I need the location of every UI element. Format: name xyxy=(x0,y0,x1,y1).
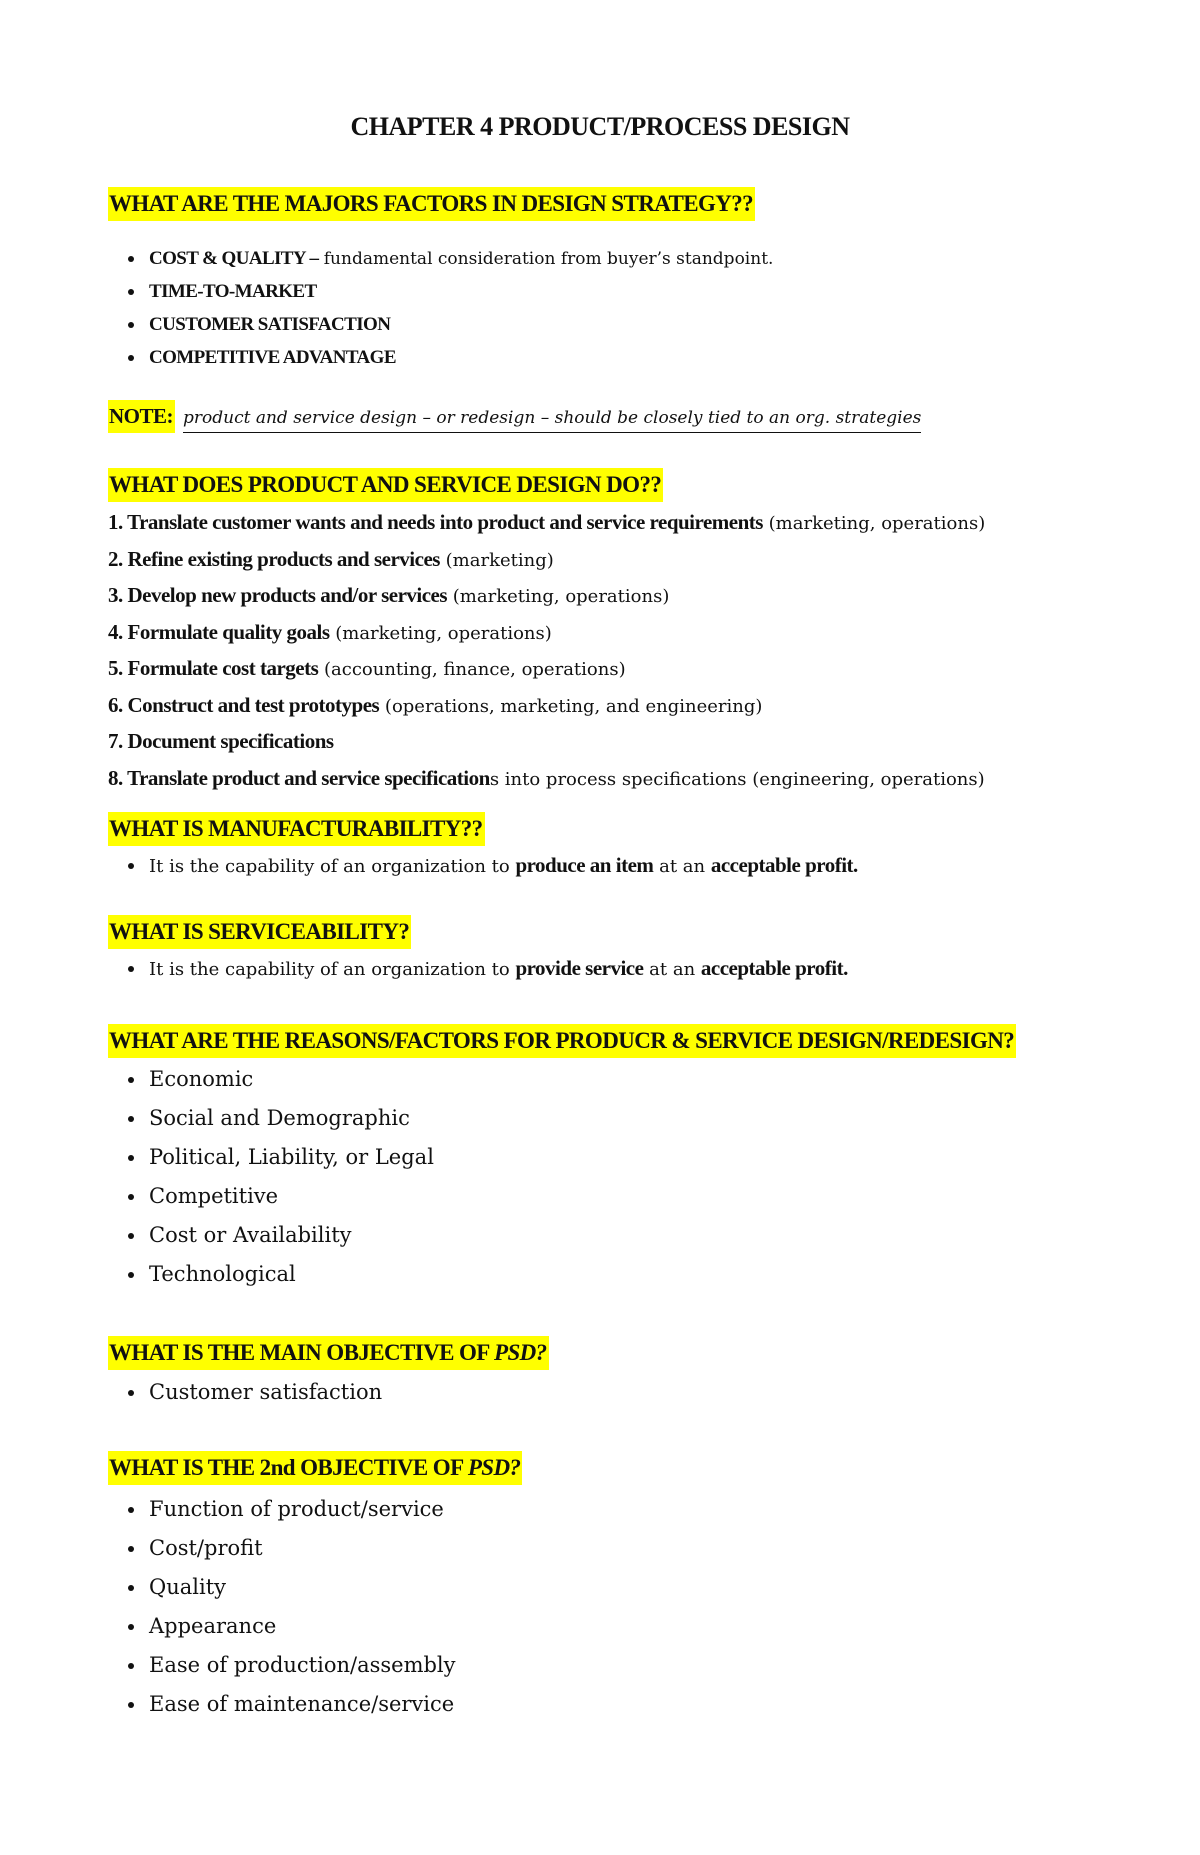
list-item: Customer satisfaction xyxy=(128,1373,382,1412)
list-item: 2. Refine existing products and services (marketing) xyxy=(108,546,554,571)
design-do-list xyxy=(108,505,985,797)
heading-design-do xyxy=(108,473,663,496)
design-strategy-list xyxy=(128,242,773,374)
list-item: Ease of production/assembly xyxy=(128,1646,456,1685)
note-text: product and service design – or redesign – should be closely tied to an org. strategies xyxy=(183,408,921,433)
list-item: Cost/profit xyxy=(128,1529,456,1568)
heading-highlight: WHAT IS THE 2nd OBJECTIVE OF PSD? xyxy=(108,1451,522,1485)
heading-manufacturability xyxy=(108,817,485,840)
list-item: TIME-TO-MARKET xyxy=(128,275,773,308)
heading-main-objective xyxy=(108,1341,549,1364)
heading-highlight: WHAT IS MANUFACTURABILITY?? xyxy=(108,812,485,846)
heading-highlight: WHAT ARE THE REASONS/FACTORS FOR PRODUCR & SERVICE DESIGN/REDESIGN? xyxy=(108,1024,1016,1058)
heading-highlight: WHAT IS THE MAIN OBJECTIVE OF PSD? xyxy=(108,1336,549,1370)
list-item: Technological xyxy=(128,1255,434,1294)
note xyxy=(108,404,921,429)
serviceability-list xyxy=(128,952,848,986)
heading-highlight: WHAT ARE THE MAJORS FACTORS IN DESIGN STRATEGY?? xyxy=(108,187,755,221)
heading-highlight: WHAT DOES PRODUCT AND SERVICE DESIGN DO?? xyxy=(108,468,663,502)
list-item: 1. Translate customer wants and needs into product and service requirements (marketing, operations) xyxy=(108,510,986,534)
list-item: COST & QUALITY – fundamental consideration from buyer’s standpoint. xyxy=(128,242,773,275)
main-objective-list xyxy=(128,1373,382,1412)
heading-design-reasons xyxy=(108,1029,1016,1052)
list-item: 5. Formulate cost targets (accounting, finance, operations) xyxy=(108,656,626,680)
list-item: 4. Formulate quality goals (marketing, operations) xyxy=(108,619,552,644)
list-item: 6. Construct and test prototypes (operations, marketing, and engineering) xyxy=(108,692,763,717)
heading-serviceability xyxy=(108,920,411,943)
list-item: It is the capability of an organization to produce an item at an acceptable profit. xyxy=(128,849,858,883)
list-item: COMPETITIVE ADVANTAGE xyxy=(128,341,773,374)
heading-design-strategy xyxy=(108,192,755,215)
list-item: 8. Translate product and service specifications into process specifications (engineering, operations) xyxy=(108,765,985,790)
list-item: Competitive xyxy=(128,1177,434,1216)
note-label: NOTE: xyxy=(108,400,175,433)
second-objective-list xyxy=(128,1490,456,1724)
list-item: Political, Liability, or Legal xyxy=(128,1138,434,1177)
list-item: Ease of maintenance/service xyxy=(128,1685,456,1724)
list-item: CUSTOMER SATISFACTION xyxy=(128,308,773,341)
list-item: Appearance xyxy=(128,1607,456,1646)
heading-second-objective xyxy=(108,1456,522,1479)
list-item: Quality xyxy=(128,1568,456,1607)
list-item: It is the capability of an organization to provide service at an acceptable profit. xyxy=(128,952,848,986)
heading-highlight: WHAT IS SERVICEABILITY? xyxy=(108,915,411,949)
list-item: Function of product/service xyxy=(128,1490,456,1529)
list-item: 7. Document specifications xyxy=(108,729,334,753)
manufacturability-list xyxy=(128,849,858,883)
list-item: Economic xyxy=(128,1060,434,1099)
list-item: Cost or Availability xyxy=(128,1216,434,1255)
list-item: 3. Develop new products and/or services (marketing, operations) xyxy=(108,583,670,607)
page-title: CHAPTER 4 PRODUCT/PROCESS DESIGN xyxy=(350,112,850,141)
list-item: Social and Demographic xyxy=(128,1099,434,1138)
design-reasons-list xyxy=(128,1060,434,1294)
